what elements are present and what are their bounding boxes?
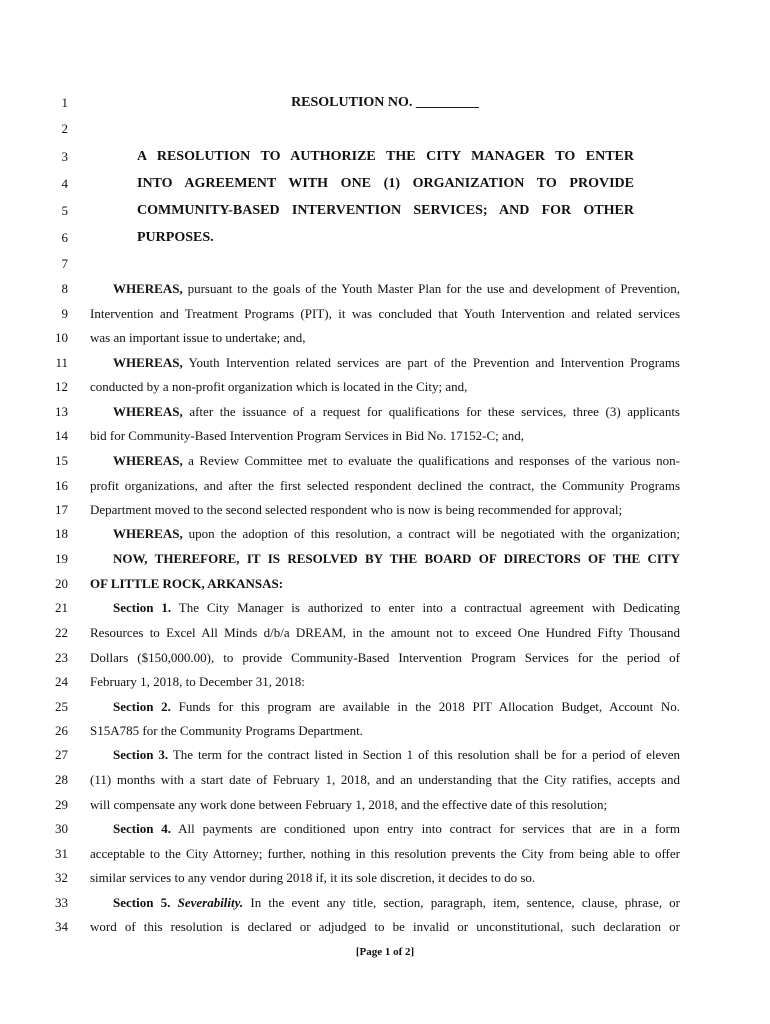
line-number: 33	[55, 895, 68, 910]
line-number: 23	[55, 650, 68, 665]
line-number: 22	[55, 625, 68, 640]
section-2	[113, 697, 680, 717]
whereas-label: WHEREAS,	[113, 526, 183, 541]
resolution-title-line: INTO AGREEMENT WITH ONE (1) ORGANIZATION TO PROVIDE	[137, 176, 634, 191]
line-15	[0, 451, 770, 471]
line-6	[0, 228, 770, 248]
body-text: Intervention and Treatment Programs (PIT), it was concluded that Youth Intervention and related services	[90, 306, 680, 321]
line-number: 29	[55, 797, 68, 812]
section-label: Section 3.	[113, 747, 169, 762]
line-number: 10	[55, 330, 68, 345]
clause-text: Youth Intervention related services are part of the Prevention and Intervention Programs	[182, 355, 680, 370]
line-25	[0, 697, 770, 717]
resolution-title-line: A RESOLUTION TO AUTHORIZE THE CITY MANAGER TO ENTER	[137, 149, 634, 164]
body-text: Department moved to the second selected respondent who is now is being recommended for approval;	[90, 502, 623, 517]
page-footer: [Page 1 of 2]	[355, 946, 415, 958]
line-number: 8	[61, 281, 68, 296]
line-4	[0, 174, 770, 194]
line-34	[0, 917, 770, 937]
line-8	[0, 279, 770, 299]
section-text: The City Manager is authorized to enter into a contractual agreement with Dedicating	[171, 600, 680, 615]
body-text: conducted by a non-profit organization which is located in the City; and,	[90, 379, 468, 394]
whereas-label: WHEREAS,	[113, 453, 183, 468]
line-20	[0, 574, 770, 594]
clause-text: a Review Committee met to evaluate the qualifications and responses of the various non-	[182, 453, 680, 468]
whereas-clause	[113, 353, 680, 373]
line-24	[0, 672, 770, 692]
line-9	[0, 304, 770, 324]
line-number: 25	[55, 699, 68, 714]
line-number: 2	[61, 121, 68, 136]
section-label: Section 5.	[113, 895, 171, 910]
body-text: Resources to Excel All Minds d/b/a DREAM, in the amount not to exceed One Hundred Fifty Thousand	[90, 625, 680, 640]
line-number: 3	[61, 149, 68, 164]
whereas-clause	[113, 402, 680, 422]
line-3	[0, 147, 770, 167]
line-number: 21	[55, 600, 68, 615]
body-text: will compensate any work done between February 1, 2018, and the effective date of this resolution;	[90, 797, 608, 812]
line-number: 13	[55, 404, 68, 419]
body-text: was an important issue to undertake; and,	[90, 330, 306, 345]
line-number: 32	[55, 870, 68, 885]
section-1	[113, 598, 680, 618]
line-number: 4	[61, 176, 68, 191]
line-number: 27	[55, 747, 68, 762]
body-text: February 1, 2018, to December 31, 2018:	[90, 674, 305, 689]
section-text: The term for the contract listed in Section 1 of this resolution shall be for a period of eleven	[168, 747, 680, 762]
line-number: 31	[55, 846, 68, 861]
line-number: 26	[55, 723, 68, 738]
line-number: 6	[61, 230, 68, 245]
line-26	[0, 721, 770, 741]
whereas-clause	[113, 524, 680, 544]
section-label: Section 2.	[113, 699, 171, 714]
resolution-number-title: RESOLUTION NO. _________	[291, 95, 479, 110]
body-text: acceptable to the City Attorney; further, nothing in this resolution prevents the City from being able to offer	[90, 846, 680, 861]
line-17	[0, 500, 770, 520]
body-text: word of this resolution is declared or adjudged to be invalid or unconstitutional, such declaration or	[90, 919, 680, 934]
line-33	[0, 893, 770, 913]
line-number: 9	[61, 306, 68, 321]
line-13	[0, 402, 770, 422]
body-text: profit organizations, and after the first selected respondent declined the contract, the Community Programs	[90, 478, 680, 493]
section-3	[113, 745, 680, 765]
whereas-label: WHEREAS,	[113, 355, 183, 370]
line-23	[0, 648, 770, 668]
body-text: bid for Community-Based Intervention Program Services in Bid No. 17152-C; and,	[90, 428, 524, 443]
line-7	[0, 254, 770, 274]
line-5	[0, 201, 770, 221]
line-number: 11	[55, 355, 68, 370]
line-27	[0, 745, 770, 765]
line-number: 20	[55, 576, 68, 591]
line-10	[0, 328, 770, 348]
body-text: (11) months with a start date of February 1, 2018, and an understanding that the City ratifies, accepts and	[90, 772, 680, 787]
whereas-label: WHEREAS,	[113, 404, 183, 419]
line-31	[0, 844, 770, 864]
section-label: Section 4.	[113, 821, 172, 836]
line-14	[0, 426, 770, 446]
line-22	[0, 623, 770, 643]
line-1	[0, 93, 770, 113]
line-number: 18	[55, 526, 68, 541]
clause-text: upon the adoption of this resolution, a contract will be negotiated with the organization;	[182, 526, 680, 541]
resolution-title-line: COMMUNITY-BASED INTERVENTION SERVICES; AND FOR OTHER	[137, 203, 634, 218]
line-18	[0, 524, 770, 544]
line-number: 24	[55, 674, 68, 689]
body-text: S15A785 for the Community Programs Department.	[90, 723, 363, 738]
line-number: 17	[55, 502, 68, 517]
line-number: 5	[61, 203, 68, 218]
clause-text: pursuant to the goals of the Youth Master Plan for the use and development of Prevention,	[182, 281, 680, 296]
line-number: 14	[55, 428, 68, 443]
line-number: 34	[55, 919, 68, 934]
line-11	[0, 353, 770, 373]
line-number: 15	[55, 453, 68, 468]
section-text: In the event any title, section, paragraph, item, sentence, clause, phrase, or	[243, 895, 680, 910]
line-32	[0, 868, 770, 888]
resolved-clause-end: OF LITTLE ROCK, ARKANSAS:	[90, 576, 284, 591]
section-text: All payments are conditioned upon entry into contract for services that are in a form	[171, 821, 680, 836]
line-number: 16	[55, 478, 68, 493]
whereas-clause	[113, 279, 680, 299]
whereas-clause	[113, 451, 680, 471]
severability-heading: Severability.	[177, 895, 244, 910]
resolution-title-line: PURPOSES.	[137, 230, 214, 245]
line-19	[0, 549, 770, 569]
section-4	[113, 819, 680, 839]
section-5	[113, 893, 680, 913]
line-number: 12	[55, 379, 68, 394]
line-number: 19	[55, 551, 68, 566]
line-12	[0, 377, 770, 397]
line-16	[0, 476, 770, 496]
line-number: 28	[55, 772, 68, 787]
section-label: Section 1.	[113, 600, 172, 615]
line-30	[0, 819, 770, 839]
line-number: 1	[61, 95, 68, 110]
section-text: Funds for this program are available in the 2018 PIT Allocation Budget, Account No.	[170, 699, 680, 714]
line-2	[0, 119, 770, 139]
clause-text: after the issuance of a request for qualifications for these services, three (3) applicants	[182, 404, 680, 419]
line-number: 7	[61, 256, 68, 271]
whereas-label: WHEREAS,	[113, 281, 183, 296]
resolved-clause: NOW, THEREFORE, IT IS RESOLVED BY THE BOARD OF DIRECTORS OF THE CITY	[113, 551, 680, 566]
body-text: similar services to any vendor during 2018 if, it its sole discretion, it decides to do so.	[90, 870, 536, 885]
line-21	[0, 598, 770, 618]
line-29	[0, 795, 770, 815]
line-28	[0, 770, 770, 790]
body-text: Dollars ($150,000.00), to provide Community-Based Intervention Program Services for the period of	[90, 650, 680, 665]
line-number: 30	[55, 821, 68, 836]
